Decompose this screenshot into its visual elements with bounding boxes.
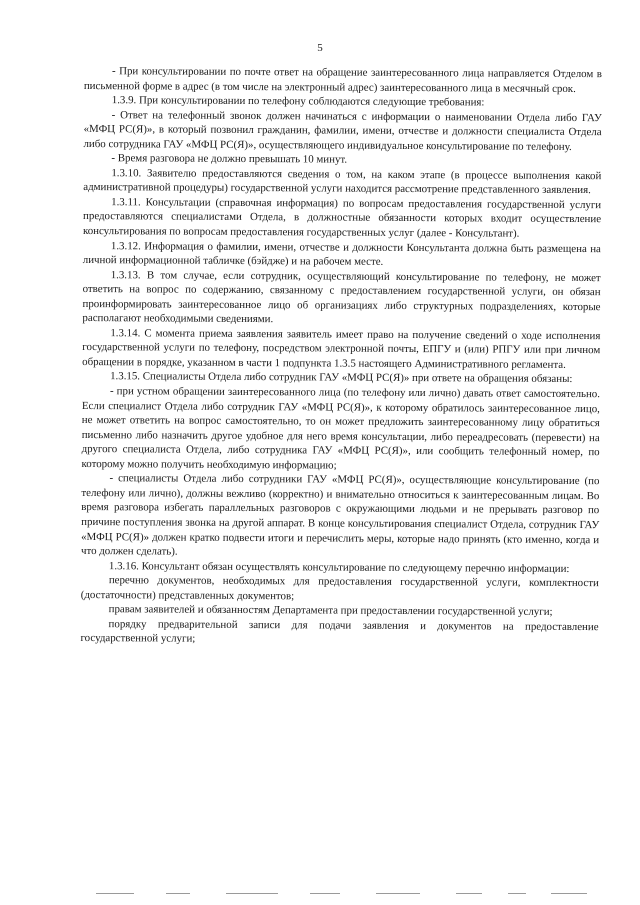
paragraph-mail-consultation: - При консультировании по почте ответ на обращение заинтересованного лица направляется Отделом в письменной форме в адрес (в том числе на электронный адрес) заинтересованного лица в месячный срок. <box>83 65 602 95</box>
paragraph-call-duration: - Время разговора не должно превышать 10 минут. <box>111 152 348 166</box>
page-number: 5 <box>317 42 323 54</box>
list-item-rights: правам заявителей и обязанностям Департамента при предоставлении государственной услуги; <box>108 603 553 619</box>
scan-edge-marks <box>96 889 596 899</box>
paragraph-1-3-15: 1.3.15. Специалисты Отдела либо сотрудник ГАУ «МФЦ РС(Я)» при ответе на обращения обязаны: <box>110 370 573 386</box>
paragraph-1-3-10: 1.3.10. Заявителю предоставляются сведения о том, на каком этапе (в процессе выполнения какой административной процедуры) государственной услуги находится рассмотрение представленного заявления. <box>83 166 602 197</box>
paragraph-1-3-11: 1.3.11. Консультации (справочная информация) по вопросам предоставления государственной услуги предоставляются специалистами Отдела, в должностные обязанности которых входит осуществление консультирования по вопросам предоставления государственных услуг (далее - Консультант). <box>82 196 602 240</box>
paragraph-1-3-12: 1.3.12. Информация о фамилии, имени, отчестве и должности Консультанта должна быть размещена на личной информационной табличке (бэйдже) и на рабочем месте. <box>82 239 601 268</box>
paragraph-oral-request: - при устном обращении заинтересованного лица (по телефону или лично) давать ответ самостоятельно. Если специалист Отдела либо сотрудник ГАУ «МФЦ РС(Я)», к которому обратилось заинтересованное лицо, не может ответить на вопрос самостоятельно, то он может предложить заинтересованному лицу обратиться письменно либо назначить другое удобное для него время консультации, либо переадресовать (перевести) на другого специалиста Отдела, либо сотрудника ГАУ «МФЦ РС(Я)», или сообщить телефонный номер, по которому можно получить необходимую информацию; <box>81 385 601 472</box>
paragraph-specialist-conduct: - специалисты Отдела либо сотрудники ГАУ «МФЦ РС(Я)», осуществляющие консультирование (по телефону или лично), должны вежливо (корректно) и внимательно относиться к заинтересованным лицам. Во время разговора избегать параллельных разговоров с окружающими людьми и не прерывать разговор по причине поступления звонка на другой аппарат. В конце консультирования специалист Отдела, сотрудник ГАУ «МФЦ РС(Я)» должен кратко подвести итоги и перечислить меры, которые надо принять (кто именно, когда и что должен сделать). <box>80 472 600 558</box>
paragraph-1-3-9: 1.3.9. При консультировании по телефону соблюдаются следующие требования: <box>111 94 485 109</box>
document-body <box>80 64 602 649</box>
paragraph-1-3-14: 1.3.14. С момента приема заявления заявитель имеет право на получение сведений о ходе исполнения государственной услуги по телефону, посредством электронной почты, ЕПГУ и (или) РПГУ или при личном обращении в порядке, указанном в части 1 подпункта 1.3.5 настоящего Административного регламента. <box>82 327 601 371</box>
list-item-documents: перечню документов, необходимых для предоставления государственной услуги, комплектности (достаточности) представленных документов; <box>80 574 599 602</box>
paragraph-1-3-16: 1.3.16. Консультант обязан осуществлять консультирование по следующему перечню информации: <box>108 559 570 575</box>
list-item-preregistration: порядку предварительной записи для подачи заявления и документов на предоставление государственной услуги; <box>80 617 599 646</box>
paragraph-1-3-13: 1.3.13. В том случае, если сотрудник, осуществляющий консультирование по телефону, не может ответить на вопрос по содержанию, связанному с предоставлением государственной услуги, он обязан проинформировать заинтересованное лицо об организациях либо структурных подразделениях, которые располагают необходимыми сведениями. <box>82 268 601 326</box>
paragraph-phone-answer: - Ответ на телефонный звонок должен начинаться с информации о наименовании Отдела либо ГАУ «МФЦ РС(Я)», в который позвонил гражданин, фамилии, имени, отчестве и должности специалиста Отдела либо сотрудника ГАУ «МФЦ РС(Я)», осуществляющего индивидуальное консультирование по телефону. <box>83 108 602 153</box>
